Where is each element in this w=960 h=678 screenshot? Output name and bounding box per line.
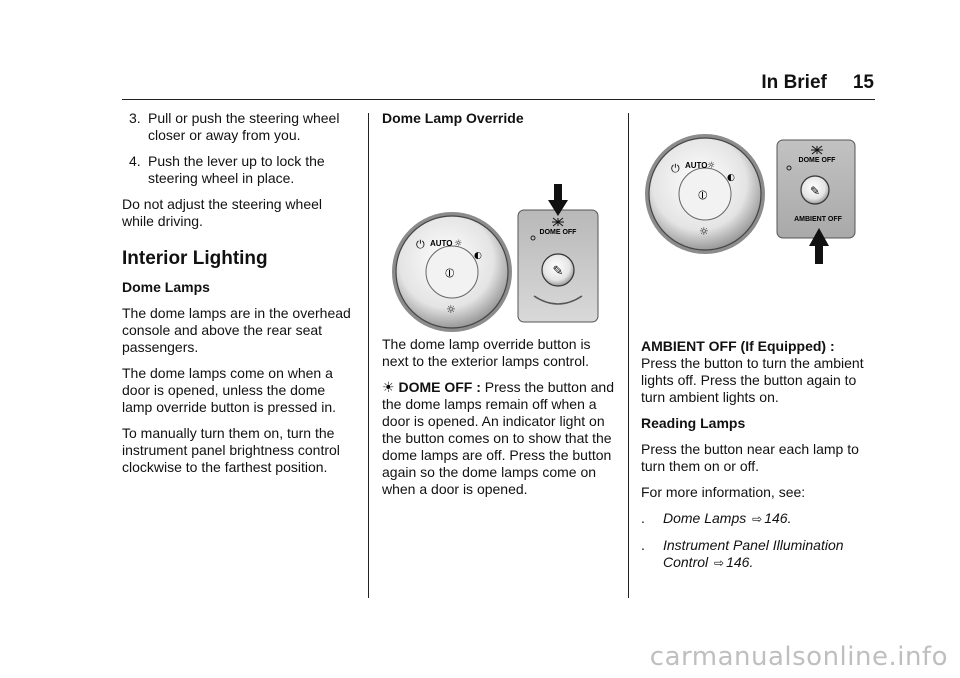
bullet-item: . Instrument Panel Illumination Control ⇨ 146. — [641, 537, 844, 570]
column-divider-2 — [628, 113, 629, 598]
ambient-off-figure — [641, 128, 877, 338]
dome-off-text: Press the button and the dome lamps remain off when a door is opened. An indicator light on the button comes on to show that the dome lamps are off. Press the button again so the dome lamps come on when a door is opened. — [382, 379, 614, 497]
header-text — [761, 72, 874, 94]
dome-lamp-icon — [552, 218, 564, 226]
reference-arrow-icon: ⇨ — [752, 512, 763, 526]
headlamp-icon: ◐ — [474, 251, 482, 261]
auto-label: AUTO — [685, 161, 708, 170]
ambient-off-term: AMBIENT OFF (If Equipped) : — [641, 338, 835, 354]
step-item — [122, 110, 354, 144]
step-number: 3. — [129, 110, 141, 126]
paragraph: For more information, see: — [641, 484, 806, 500]
paragraph: The dome lamps are in the overhead console and above the rear seat passengers. — [122, 305, 351, 355]
dome-off-description — [382, 379, 616, 498]
column-divider-1 — [368, 113, 369, 598]
fog-lamp-icon: ⦶ — [445, 266, 455, 281]
brightness-icon: ☼ — [699, 225, 709, 238]
headlamp-icon: ◐ — [727, 173, 735, 183]
reference-link[interactable]: Dome Lamps — [663, 510, 747, 526]
note-text: Do not adjust the steering wheel while driving. — [122, 196, 323, 229]
parking-lamp-icon: ☼ — [454, 239, 463, 249]
dome-off-label: DOME OFF — [798, 157, 836, 164]
column-2 — [382, 110, 616, 507]
subheading-dome-lamp-override: Dome Lamp Override — [382, 110, 524, 126]
page-header — [0, 0, 960, 100]
dimmer-icon: ✎ — [809, 184, 821, 198]
power-icon: ⏻ — [671, 162, 680, 175]
subheading-reading-lamps: Reading Lamps — [641, 415, 746, 431]
step-item — [122, 153, 354, 187]
ambient-off-description — [641, 338, 877, 406]
paragraph: The dome lamps come on when a door is opened, unless the dome lamp override button is pressed in. — [122, 365, 336, 415]
page-number: 15 — [852, 72, 874, 93]
steps-list — [122, 110, 354, 187]
auto-label: AUTO — [430, 239, 453, 248]
dome-off-label: DOME OFF — [539, 229, 577, 236]
watermark: carmanualsonline.info — [649, 642, 948, 672]
column-1 — [122, 110, 354, 485]
paragraph: The dome lamp override button is next to the exterior lamps control. — [382, 336, 591, 369]
reference-arrow-icon: ⇨ — [714, 556, 725, 570]
step-text: Push the lever up to lock the steering wheel in place. — [148, 153, 325, 186]
reference-page: 146. — [726, 554, 754, 570]
parking-lamp-icon: ☼ — [707, 161, 716, 171]
dome-lamp-override-figure — [382, 136, 616, 336]
fog-lamp-icon: ⦶ — [698, 188, 708, 203]
dome-lamp-icon: ☀ — [382, 379, 395, 395]
step-text: Pull or push the steering wheel closer or away from you. — [148, 110, 340, 143]
section-title: In Brief — [761, 72, 827, 93]
paragraph: To manually turn them on, turn the instrument panel brightness control clockwise to the farthest position. — [122, 425, 340, 475]
reference-page: 146. — [764, 510, 792, 526]
dome-off-term: DOME OFF : — [398, 379, 481, 395]
column-3 — [641, 110, 877, 581]
ambient-off-label: AMBIENT OFF — [794, 216, 842, 223]
reference-link[interactable]: Instrument Panel Illumination Control — [663, 537, 844, 570]
step-number: 4. — [129, 153, 141, 169]
dome-lamp-icon — [811, 146, 823, 154]
subheading-dome-lamps: Dome Lamps — [122, 279, 210, 295]
ambient-off-text: Press the button to turn the ambient lights off. Press the button again to turn ambient lights on. — [641, 355, 864, 405]
brightness-icon: ☼ — [446, 303, 456, 316]
bullet-item: . Dome Lamps ⇨ 146. — [641, 510, 792, 526]
power-icon: ⏻ — [416, 238, 425, 251]
paragraph: Press the button near each lamp to turn them on or off. — [641, 441, 859, 474]
section-heading: Interior Lighting — [122, 248, 268, 269]
dimmer-icon: ✎ — [552, 264, 564, 279]
header-rule — [122, 99, 875, 100]
